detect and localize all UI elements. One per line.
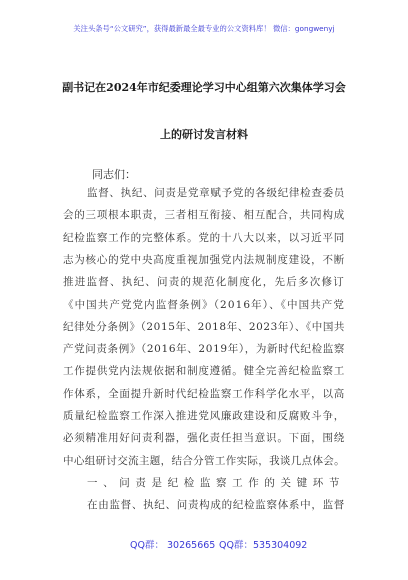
body-line: 推进监督、执纪、问责的规范化制度化，先后多次修订 — [63, 276, 345, 289]
body-line: 中心组研讨交流主题，结合分管工作实际，我谈几点体会。 — [63, 454, 345, 467]
body-line: 纪律处分条例》（2015年、2018年、2023年）、《中国共 — [63, 320, 345, 333]
body-line: 在由监督、执纪、问责构成的纪检监察体系中，监督 — [87, 499, 345, 512]
footer-qq-group-1: QQ群： 30265665 — [130, 540, 216, 551]
body-line: 必须精准用好问责利器，强化责任担当意识。下面，围绕 — [63, 432, 345, 445]
body-line: 质量纪检监察工作深入推进党风廉政建设和反腐败斗争， — [63, 410, 345, 422]
header-banner: 关注头条号“公文研究”，获得最新最全最专业的公文资料库！ 微信：gongwenyj — [73, 24, 335, 33]
body-line: 产党问责条例》（2016年、2019年），为新时代纪检监察 — [63, 343, 345, 356]
body-line: 纪检监察工作的完整体系。党的十八大以来，以习近平同 — [63, 231, 345, 244]
body-line: 《中国共产党党内监督条例》（2016年）、《中国共产党 — [63, 298, 345, 311]
body-line: 志为核心的党中央高度重视加强党内法规制度建设，不断 — [63, 253, 345, 266]
document-title-line1: 副书记在2024年市纪委理论学习中心组第六次集体学习会 — [62, 81, 346, 94]
body-line: 一、问责是纪检监察工作的关键环节 — [87, 476, 345, 489]
body-line: 监督、执纪、问责是党章赋予党的各级纪律检查委员 — [87, 187, 345, 199]
salutation: 同志们： — [92, 168, 136, 181]
body-line: 作体系，全面提升新时代纪检监察工作科学化水平，以高 — [63, 387, 345, 400]
body-line: 会的三项根本职责，三者相互衔接、相互配合，共同构成 — [63, 209, 345, 222]
footer-qq-group-2: QQ群：535304092 — [219, 540, 308, 551]
body-line: 工作提供党内法规依据和制度遵循。健全完善纪检监察工 — [63, 365, 345, 378]
document-title-line2: 上的研讨发言材料 — [160, 128, 248, 141]
